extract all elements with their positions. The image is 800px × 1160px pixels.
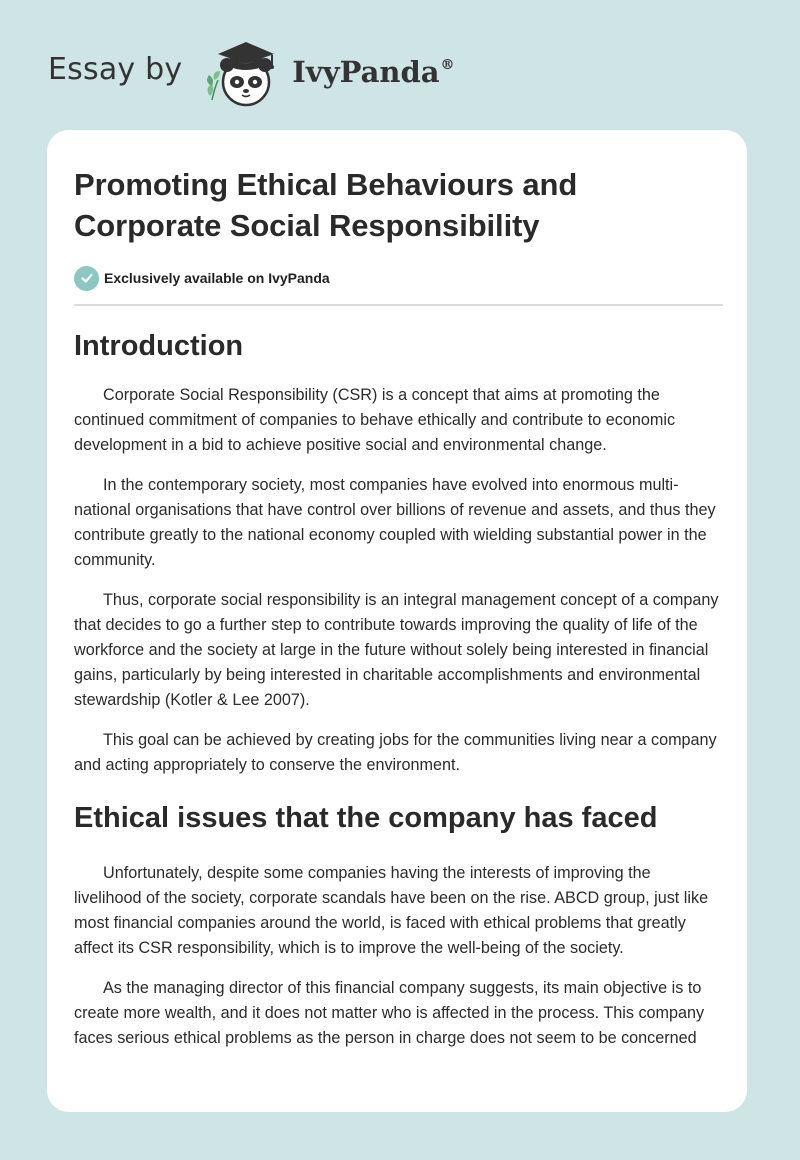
section-heading: Ethical issues that the company has faced [74,802,658,834]
paragraph: This goal can be achieved by creating jobs for the communities living near a company and acting appropriately to conserve the environment. [74,731,717,774]
section-heading: Introduction [74,330,244,362]
essay-title: Promoting Ethical Behaviours and Corporate Social Responsibility [74,167,578,243]
check-circle-icon [74,266,99,291]
exclusive-badge [74,264,721,292]
registered-mark: ® [440,57,455,73]
essay-card [47,130,747,1112]
paragraph: In the contemporary society, most companies have evolved into enormous multi-national organisations that have control over billions of revenue and assets, and thus they contribute greatly to the national economy coupled with wielding substantial power in the community. [74,476,716,569]
panda-logo-icon[interactable] [196,34,288,110]
exclusive-badge-label: Exclusively available on IvyPanda [104,270,330,286]
brand-name[interactable] [292,55,454,89]
site-header [48,34,455,110]
divider [74,304,723,306]
section-introduction [74,328,721,778]
brand-name-text: IvyPanda [292,55,440,89]
paragraph: As the managing director of this financial company suggests, its main objective is to create more wealth, and it does not matter who is affected in the process. This company faces serious ethical problems as the person in charge does not seem to be concerned [74,979,705,1047]
section-ethical-issues [74,800,721,1051]
paragraph: Corporate Social Responsibility (CSR) is a concept that aims at promoting the continued commitment of companies to behave ethically and contribute to economic development in a bid to achieve positive social and environmental change. [74,386,676,454]
paragraph: Unfortunately, despite some companies having the interests of improving the livelihood of the society, corporate scandals have been on the rise. ABCD group, just like most financial companies around the world, is faced with ethical problems that greatly affect its CSR responsibility, which is to improve the well-being of the society. [74,864,709,957]
paragraph: Thus, corporate social responsibility is an integral management concept of a company that decides to go a further step to contribute towards improving the quality of life of the workforce and the society at large in the future without solely being interested in financial gains, particularly by being interested in charitable accomplishments and environmental stewardship (Kotler & Lee 2007). [74,591,719,709]
brand-prefix: Essay by [48,51,183,87]
